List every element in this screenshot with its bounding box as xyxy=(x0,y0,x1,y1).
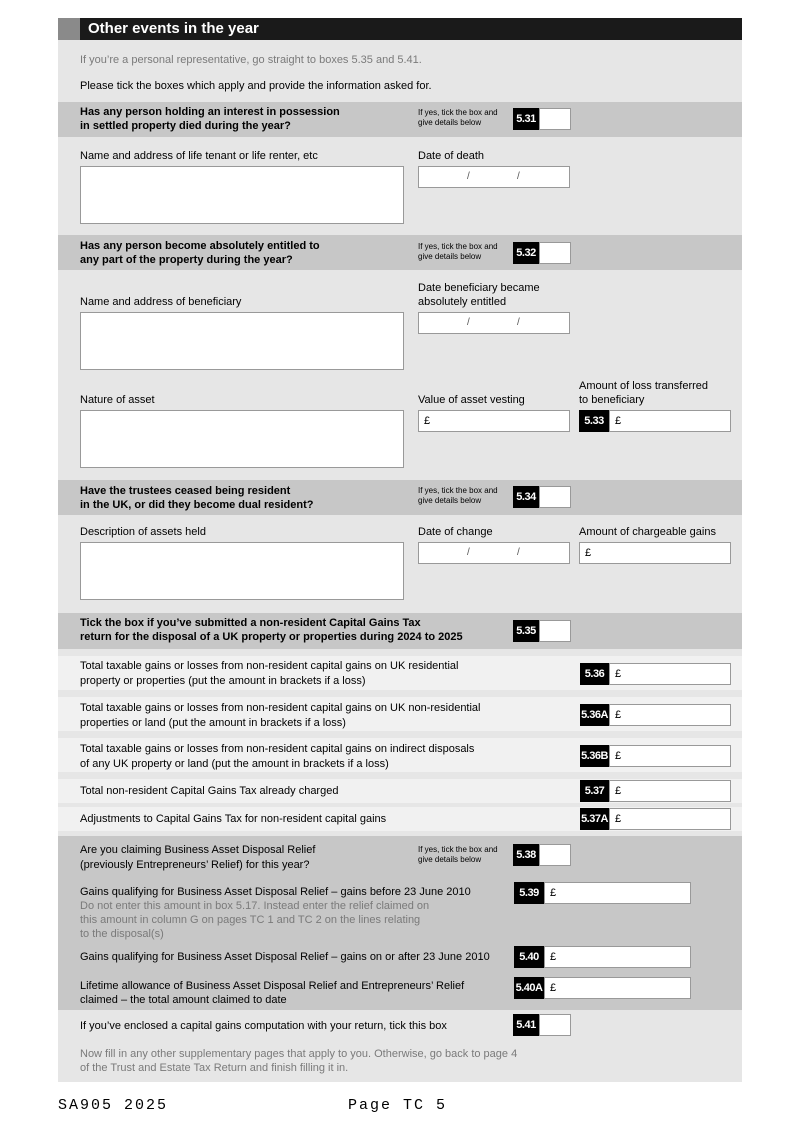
question-5-34-line-1: Have the trustees ceased being resident xyxy=(80,485,291,497)
hint-5-32-line-1: If yes, tick the box and xyxy=(418,242,498,251)
pound-sign: £ xyxy=(615,813,622,825)
pound-sign: £ xyxy=(550,982,557,994)
row-5-36a-line-2: properties or land (put the amount in brackets if a loss) xyxy=(80,717,346,729)
nature-of-asset-field[interactable] xyxy=(80,410,404,468)
box-label-5-41: 5.41 xyxy=(513,1014,539,1036)
date-separator: / xyxy=(467,547,470,558)
box-label-5-39: 5.39 xyxy=(514,882,544,904)
row-5-36a-line-1: Total taxable gains or losses from non-resident capital gains on UK non-residential xyxy=(80,702,481,714)
date-separator: / xyxy=(517,547,520,558)
question-5-38-line-2: (previously Entrepreneurs’ Relief) for this year? xyxy=(80,859,310,871)
closing-note-line-1: Now fill in any other supplementary pages that apply to you. Otherwise, go back to page 4 xyxy=(80,1048,518,1060)
nature-of-asset-label: Nature of asset xyxy=(80,394,155,406)
date-separator: / xyxy=(467,171,470,182)
section-title: Other events in the year xyxy=(88,20,259,37)
life-tenant-name-address-field[interactable] xyxy=(80,166,404,224)
tickbox-5-38[interactable] xyxy=(539,844,571,866)
hint-5-34-line-2: give details below xyxy=(418,496,482,505)
description-assets-label: Description of assets held xyxy=(80,526,206,538)
hint-5-32-line-2: give details below xyxy=(418,252,482,261)
row-5-36b-line-2: of any UK property or land (put the amount in brackets if a loss) xyxy=(80,758,389,770)
box-label-5-36: 5.36 xyxy=(580,663,609,685)
box-label-5-38: 5.38 xyxy=(513,844,539,866)
box-label-5-37: 5.37 xyxy=(580,780,609,802)
box-label-5-36b: 5.36B xyxy=(580,745,609,767)
beneficiary-label: Name and address of beneficiary xyxy=(80,296,242,308)
gains-5-39-note-line-3: to the disposal(s) xyxy=(80,928,164,940)
date-entitled-label-line-1: Date beneficiary became xyxy=(418,282,540,294)
row-5-36b-line-1: Total taxable gains or losses from non-resident capital gains on indirect disposals xyxy=(80,743,475,755)
page-number: Page TC 5 xyxy=(348,1097,448,1114)
box-label-5-37a: 5.37A xyxy=(580,808,609,830)
question-5-32-line-1: Has any person become absolutely entitled to xyxy=(80,240,320,252)
question-5-35-line-1: Tick the box if you’ve submitted a non-resident Capital Gains Tax xyxy=(80,617,421,629)
amount-field-5-37a[interactable] xyxy=(609,808,731,830)
intro-line-2: Please tick the boxes which apply and provide the information asked for. xyxy=(80,80,432,92)
tickbox-5-35[interactable] xyxy=(539,620,571,642)
box-label-5-35: 5.35 xyxy=(513,620,539,642)
tickbox-5-31[interactable] xyxy=(539,108,571,130)
date-of-change-field[interactable] xyxy=(418,542,570,564)
row-5-37a-label: Adjustments to Capital Gains Tax for non-resident capital gains xyxy=(80,813,387,825)
box-label-5-40: 5.40 xyxy=(514,946,544,968)
hint-5-34-line-1: If yes, tick the box and xyxy=(418,486,498,495)
date-of-death-label: Date of death xyxy=(418,150,485,162)
date-entitled-label-line-2: absolutely entitled xyxy=(418,296,507,308)
gains-5-40-label: Gains qualifying for Business Asset Disposal Relief – gains on or after 23 June 2010 xyxy=(80,951,490,963)
amount-field-5-36b[interactable] xyxy=(609,745,731,767)
question-5-31-line-2: in settled property died during the year? xyxy=(80,120,291,132)
pound-sign: £ xyxy=(615,709,622,721)
question-5-35-line-2: return for the disposal of a UK property or properties during 2024 to 2025 xyxy=(80,631,463,643)
box-label-5-40a: 5.40A xyxy=(514,977,544,999)
closing-note-line-2: of the Trust and Estate Tax Return and finish filling it in. xyxy=(80,1062,349,1074)
row-5-37-label: Total non-resident Capital Gains Tax already charged xyxy=(80,785,339,797)
loss-transferred-label-line-1: Amount of loss transferred xyxy=(579,380,709,392)
pound-sign: £ xyxy=(615,415,622,427)
question-5-31-line-1: Has any person holding an interest in possession xyxy=(80,106,340,118)
date-separator: / xyxy=(517,171,520,182)
chargeable-gains-label: Amount of chargeable gains xyxy=(579,526,716,538)
date-of-change-label: Date of change xyxy=(418,526,493,538)
value-of-asset-field[interactable] xyxy=(418,410,570,432)
date-of-death-field[interactable] xyxy=(418,166,570,188)
life-tenant-label: Name and address of life tenant or life renter, etc xyxy=(80,150,318,162)
form-reference: SA905 2025 xyxy=(58,1097,169,1114)
box-label-5-36a: 5.36A xyxy=(580,704,609,726)
row-5-36-line-1: Total taxable gains or losses from non-resident capital gains on UK residential xyxy=(80,660,459,672)
amount-field-5-40[interactable] xyxy=(544,946,691,968)
date-separator: / xyxy=(467,317,470,328)
box-label-5-31: 5.31 xyxy=(513,108,539,130)
box-label-5-33: 5.33 xyxy=(579,410,609,432)
hint-5-31-line-1: If yes, tick the box and xyxy=(418,108,498,117)
description-assets-field[interactable] xyxy=(80,542,404,600)
row-5-36-line-2: property or properties (put the amount in brackets if a loss) xyxy=(80,675,366,687)
value-of-asset-label: Value of asset vesting xyxy=(418,394,525,406)
date-separator: / xyxy=(517,317,520,328)
question-5-32-line-2: any part of the property during the year? xyxy=(80,254,293,266)
question-5-38-line-1: Are you claiming Business Asset Disposal Relief xyxy=(80,844,316,856)
pound-sign: £ xyxy=(615,668,622,680)
amount-field-5-39[interactable] xyxy=(544,882,691,904)
intro-line-1: If you’re a personal representative, go straight to boxes 5.35 and 5.41. xyxy=(80,54,422,66)
loss-transferred-field-5-33[interactable] xyxy=(609,410,731,432)
hint-5-38-line-2: give details below xyxy=(418,855,482,864)
tickbox-5-41[interactable] xyxy=(539,1014,571,1036)
tickbox-5-34[interactable] xyxy=(539,486,571,508)
amount-field-5-36a[interactable] xyxy=(609,704,731,726)
lifetime-allowance-line-1: Lifetime allowance of Business Asset Disposal Relief and Entrepreneurs’ Relief xyxy=(80,980,465,992)
box-label-5-32: 5.32 xyxy=(513,242,539,264)
hint-5-38-line-1: If yes, tick the box and xyxy=(418,845,498,854)
section-header-accent xyxy=(58,18,80,40)
computation-enclosed-label: If you’ve enclosed a capital gains computation with your return, tick this box xyxy=(80,1020,447,1032)
hint-5-31-line-2: give details below xyxy=(418,118,482,127)
pound-sign: £ xyxy=(550,887,557,899)
beneficiary-name-address-field[interactable] xyxy=(80,312,404,370)
amount-field-5-40a[interactable] xyxy=(544,977,691,999)
chargeable-gains-field[interactable] xyxy=(579,542,731,564)
tickbox-5-32[interactable] xyxy=(539,242,571,264)
gains-5-39-label: Gains qualifying for Business Asset Disposal Relief – gains before 23 June 2010 xyxy=(80,886,471,898)
pound-sign: £ xyxy=(615,785,622,797)
box-label-5-34: 5.34 xyxy=(513,486,539,508)
pound-sign: £ xyxy=(585,547,592,559)
date-entitled-field[interactable] xyxy=(418,312,570,334)
gains-5-39-note-line-1: Do not enter this amount in box 5.17. Instead enter the relief claimed on xyxy=(80,900,430,912)
amount-field-5-36[interactable] xyxy=(609,663,731,685)
amount-field-5-37[interactable] xyxy=(609,780,731,802)
pound-sign: £ xyxy=(424,415,431,427)
question-5-34-line-2: in the UK, or did they become dual resident? xyxy=(80,499,314,511)
pound-sign: £ xyxy=(615,750,622,762)
loss-transferred-label-line-2: to beneficiary xyxy=(579,394,645,406)
gains-5-39-note-line-2: this amount in column G on pages TC 1 and TC 2 on the lines relating xyxy=(80,914,421,926)
lifetime-allowance-line-2: claimed – the total amount claimed to date xyxy=(80,994,287,1006)
pound-sign: £ xyxy=(550,951,557,963)
